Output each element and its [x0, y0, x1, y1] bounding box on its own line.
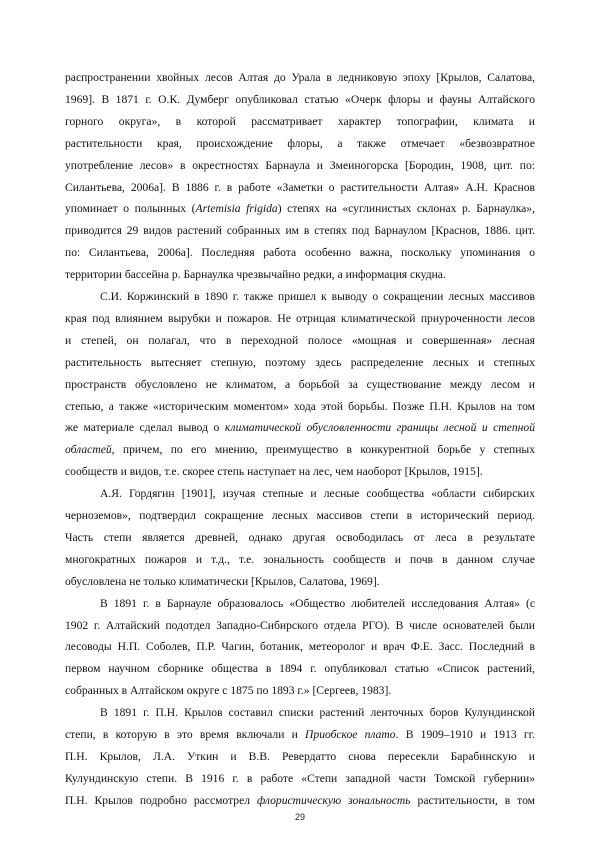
text-line: приводится 29 видов растений собранных им в степях под Барнаулом [Краснов, 1886. цит.	[65, 224, 535, 238]
italic-phrase: климатической обусловленности границы лесной и степной	[224, 421, 535, 435]
text-line: упоминает о полынных (Artemisia frigida) степях на «суглинистых склонах р. Барнаулка»,	[65, 202, 535, 216]
text-line: по: Силантьева, 2006а]. Последняя работа особенно важна, поскольку упоминания о	[65, 246, 535, 260]
text-line: П.Н. Крылов подробно рассмотрел флористическую зональность растительности, в том	[65, 793, 535, 807]
text-line: 1902 г. Алтайский подотдел Западно-Сибирского отдела РГО). В числе основателей были	[65, 618, 535, 632]
italic-species-name: Artemisia frigida	[195, 202, 278, 216]
text-line: Силантьева, 2006а]. В 1886 г. в работе «Заметки о растительности Алтая» А.Н. Краснов	[65, 180, 535, 194]
text-line: Часть степи является древней, однако другая освободилась от леса в результате	[65, 530, 535, 544]
text-line: черноземов», подтвердил сокращение лесных массивов степи в исторический период.	[65, 509, 535, 522]
italic-phrase: Приобское плато	[305, 728, 396, 741]
italic-phrase: флористическую зональность	[256, 793, 411, 807]
text-line: А.Я. Гордягин [1901], изучая степные и лесные сообщества «области сибирских	[100, 487, 535, 501]
text-line: степью, а также «историческим моментом» хода этой борьбы. Позже П.Н. Крылов на том	[65, 399, 535, 413]
text-line: В 1891 г. П.Н. Крылов составил списки растений ленточных боров Кулундинской	[100, 706, 535, 720]
text-line: и степей, он полагал, что в переходной полосе «мощная и совершенная» лесная	[65, 333, 535, 347]
text-line: обусловлена не только климатически [Крылов, Салатова, 1969].	[65, 574, 380, 588]
text-line: С.И. Коржинский в 1890 г. также пришел к выводу о сокращении лесных массивов	[100, 290, 535, 303]
text-line: территории бассейна р. Барнаулка чрезвычайно редки, а информация скудна.	[65, 268, 446, 282]
text-line: употребление лесов» в окрестностях Барнаула и Змеиногорска [Бородин, 1908, цит. по:	[65, 158, 535, 172]
text-line: распространении хвойных лесов Алтая до Урала в ледниковую эпоху [Крылов, Салатова,	[65, 71, 535, 84]
text-line: областей, причем, по его мнению, преимущество в конкурентной борьбе у степных	[65, 443, 535, 457]
text-line: растительности края, происхождение флоры, а также отмечает «безвозвратное	[65, 136, 535, 150]
text-line: края под влиянием вырубки и пожаров. Не отрицая климатической приуроченности лесов	[65, 311, 535, 325]
text-line: лесоводы Н.П. Соболев, П.Р. Чагин, ботаник, метеоролог и врач Ф.Е. Засс. Последний в	[65, 640, 535, 654]
text-line: собранных в Алтайском округе с 1875 по 1893 г.» [Сергеев, 1983].	[65, 684, 392, 698]
text-line: же материале сделал вывод о климатической обусловленности границы лесной и степной	[65, 421, 535, 435]
text-line: Кулундинскую степи. В 1916 г. в работе «Степи западной части Томской губернии»	[65, 771, 535, 785]
italic-phrase: областей	[65, 443, 112, 457]
text-line: степи, в которую в это время включали и Приобское плато. В 1909–1910 и 1913 гг.	[65, 728, 535, 741]
text-line: растительность вытесняет степную, поэтому здесь распределение лесных и степных	[65, 355, 535, 369]
text-line: сообществ и видов, т.е. скорее степь наступает на лес, чем наоборот [Крылов, 1915].	[65, 465, 483, 479]
text-line: первом научном сборнике общества в 1894 г. опубликовал статью «Список растений,	[65, 662, 535, 676]
text-line: пространств обусловлено не климатом, а борьбой за существование между лесом и	[65, 377, 535, 391]
page-number: 29	[294, 812, 305, 822]
text-line: В 1891 г. в Барнауле образовалось «Общество любителей исследования Алтая» (с	[100, 596, 535, 610]
text-line: 1969]. В 1871 г. О.К. Думберг опубликовал статью «Очерк флоры и фауны Алтайского	[65, 92, 535, 106]
text-line: горного округа», в которой рассматривает характер топографии, климата и	[65, 114, 535, 128]
text-line: многократных пожаров и т.д., т.е. зональность сообществ и почв в данном случае	[65, 552, 535, 566]
text-line: П.Н. Крылов, Л.А. Уткин и В.В. Ревердатто снова пересекли Барабинскую и	[65, 749, 535, 763]
